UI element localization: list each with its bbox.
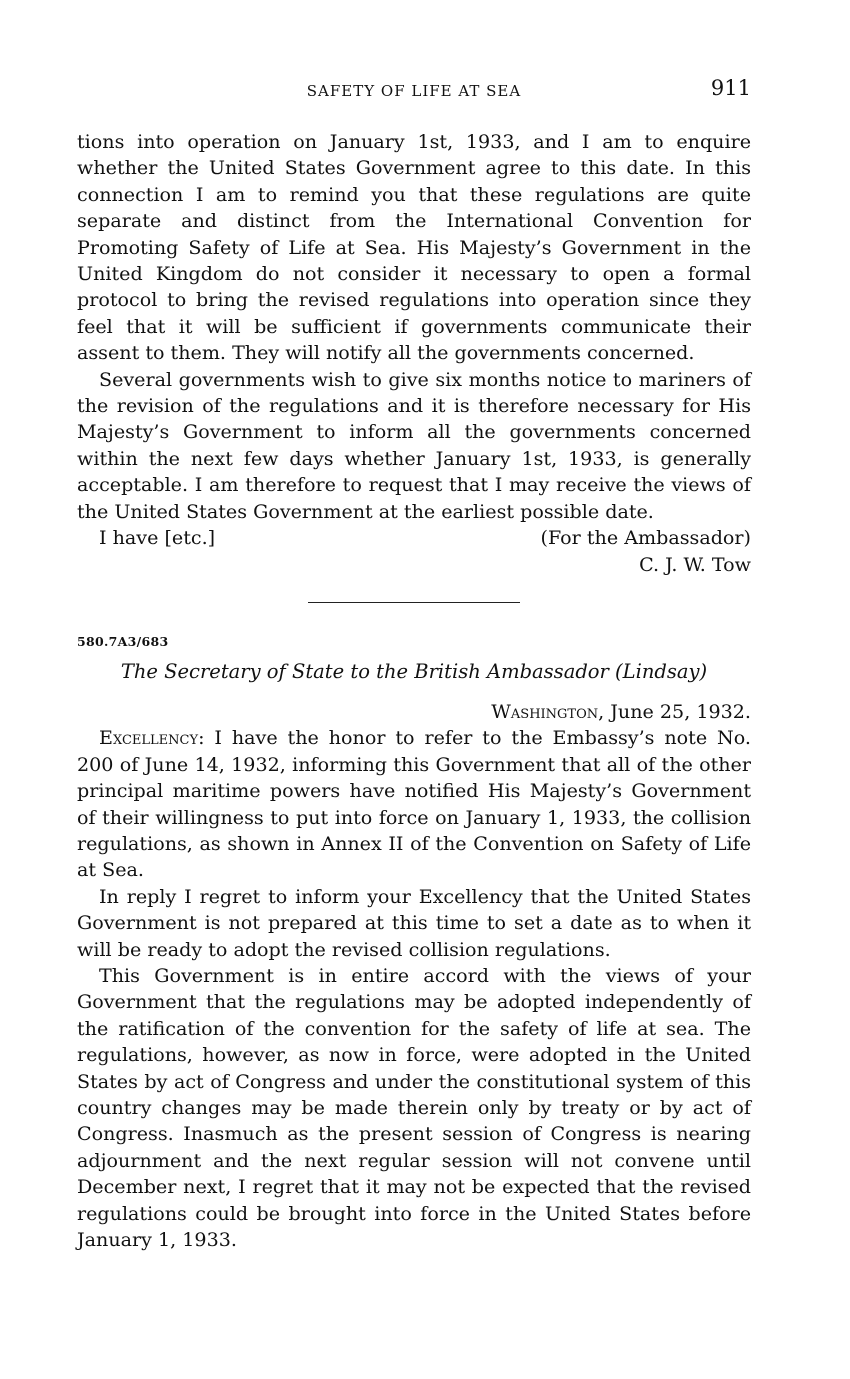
section-divider: [308, 602, 520, 603]
dateline: [77, 699, 751, 725]
dateline-date: , June 25, 1932.: [598, 699, 751, 723]
letter1-paragraph-2: Several governments wish to give six months notice to mariners of the revision of the regulations and it is therefore necessary for His Majesty’s Government to inform all the governments concerned within the next few days whether January 1st, 1933, is generally acceptable. I am therefore to request that I may receive the views of the United States Government at the earliest possible date.: [77, 367, 751, 523]
signature-role: (For the Ambassador): [540, 526, 751, 550]
running-head: [77, 74, 751, 108]
salutation: Excellency: [99, 726, 199, 750]
letter2-paragraph-3: This Government is in entire accord with the views of your Government that the regulations may be adopted independently of the ratification of the convention for the safety of life at sea. The regulations, however, as now in force, were adopted in the United States by act of Congress and under the constitutional system of this country changes may be made therein only by treaty or by act of Congress. Inasmuch as the present session of Congress is nearing adjournment and the next regular session will not convene until December next, I regret that it may not be expected that the revised regulations could be brought into force in the United States before January 1, 1933.: [77, 963, 751, 1252]
document-heading: The Secretary of State to the British Ambassador (Lindsay): [120, 659, 708, 683]
running-title: SAFETY OF LIFE AT SEA: [306, 82, 522, 100]
closing-row: [77, 525, 751, 551]
letter2-paragraph-1-text: : I have the honor to refer to the Embassy’s note No. 200 of June 14, 1932, informing this Government that all of the other principal maritime powers have notified His Majesty’s Government of their willingness to put into force on January 1, 1933, the collision regulations, as shown in Annex II of the Convention on Safety of Life at Sea.: [77, 726, 751, 882]
closing-text: I have [etc.]: [99, 526, 216, 550]
dateline-place: Washington: [491, 699, 599, 723]
letter2-paragraph-1: [77, 725, 751, 883]
page-number: 911: [710, 76, 751, 100]
letter2-paragraph-2: In reply I regret to inform your Excellency that the United States Government is not prepared at this time to set a date as to when it will be ready to adopt the revised collision regulations.: [77, 884, 751, 961]
document-page: [77, 74, 751, 1253]
letter1-paragraph-1: tions into operation on January 1st, 1933, and I am to enquire whether the United States Government agree to this date. In this connection I am to remind you that these regulations are quite separate and distinct from the International Convention for Promoting Safety of Life at Sea. His Majesty’s Government in the United Kingdom do not consider it necessary to open a formal protocol to bring the revised regulations into operation since they feel that it will be sufficient if governments communicate their assent to them. They will notify all the governments concerned.: [77, 130, 751, 365]
signature-name: C. J. W. Tow: [639, 552, 751, 576]
file-number: 580.7A3/683: [77, 633, 169, 649]
